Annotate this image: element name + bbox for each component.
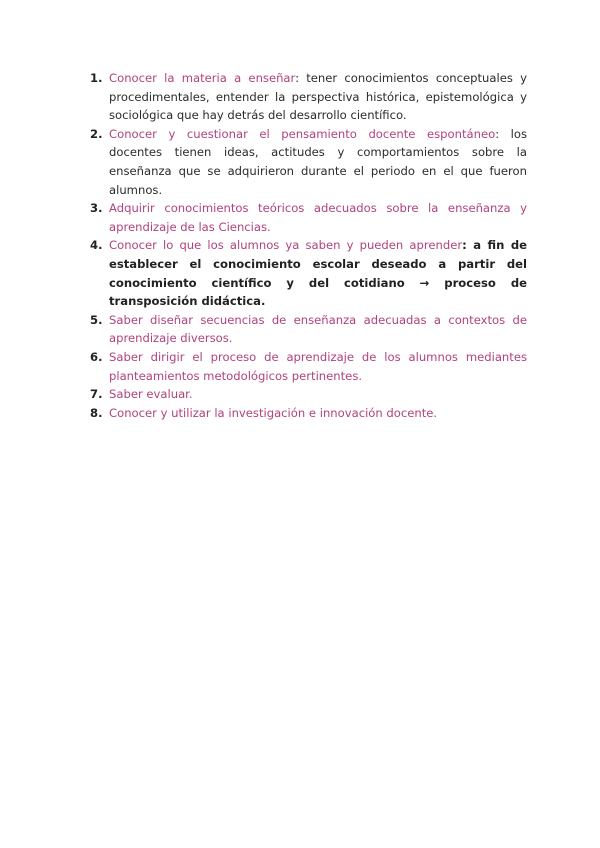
item-number: 2.: [90, 126, 103, 141]
item-number: 5.: [90, 312, 103, 327]
item-number: 6.: [90, 349, 103, 364]
list-item: [85, 348, 527, 385]
item-highlight: Conocer la materia a enseñar: [109, 71, 296, 85]
list-item: [85, 199, 527, 236]
item-number: 7.: [90, 387, 103, 402]
list-item: [85, 311, 527, 348]
item-number: 4.: [90, 238, 103, 253]
item-number: 3.: [90, 201, 103, 216]
item-text: : a fin de establecer el conocimiento escolar deseado a partir del conocimiento científico y del cotidiano → proceso de transposición didáctica.: [109, 238, 527, 309]
item-highlight: Saber dirigir el proceso de aprendizaje de los alumnos mediantes planteamientos metodológicos pertinentes.: [109, 349, 527, 383]
list-item: [85, 385, 527, 404]
item-text: : tener conocimientos conceptuales y procedimentales, entender la perspectiva histórica, epistemológica y sociológica que hay detrás del desarrollo científico.: [109, 71, 527, 123]
item-number: 1.: [90, 71, 103, 85]
list-item: [85, 125, 527, 199]
item-highlight: Conocer y utilizar la investigación e innovación docente.: [109, 405, 438, 420]
item-highlight: Saber evaluar.: [109, 387, 193, 402]
item-text: : los docentes tienen ideas, actitudes y comportamientos sobre la enseñanza que se adquirieron durante el periodo en el que fueron alumnos.: [109, 126, 527, 197]
competency-list: [85, 69, 527, 422]
item-highlight: Conocer lo que los alumnos ya saben y pueden aprender: [109, 238, 463, 253]
item-highlight: Saber diseñar secuencias de enseñanza adecuadas a contextos de aprendizaje diversos.: [109, 312, 527, 346]
list-item: [85, 69, 527, 125]
item-number: 8.: [90, 405, 103, 420]
item-highlight: Conocer y cuestionar el pensamiento docente espontáneo: [109, 126, 496, 141]
list-item: [85, 404, 527, 423]
list-item: [85, 236, 527, 310]
item-highlight: Adquirir conocimientos teóricos adecuados sobre la enseñanza y aprendizaje de las Ciencias.: [109, 201, 527, 234]
